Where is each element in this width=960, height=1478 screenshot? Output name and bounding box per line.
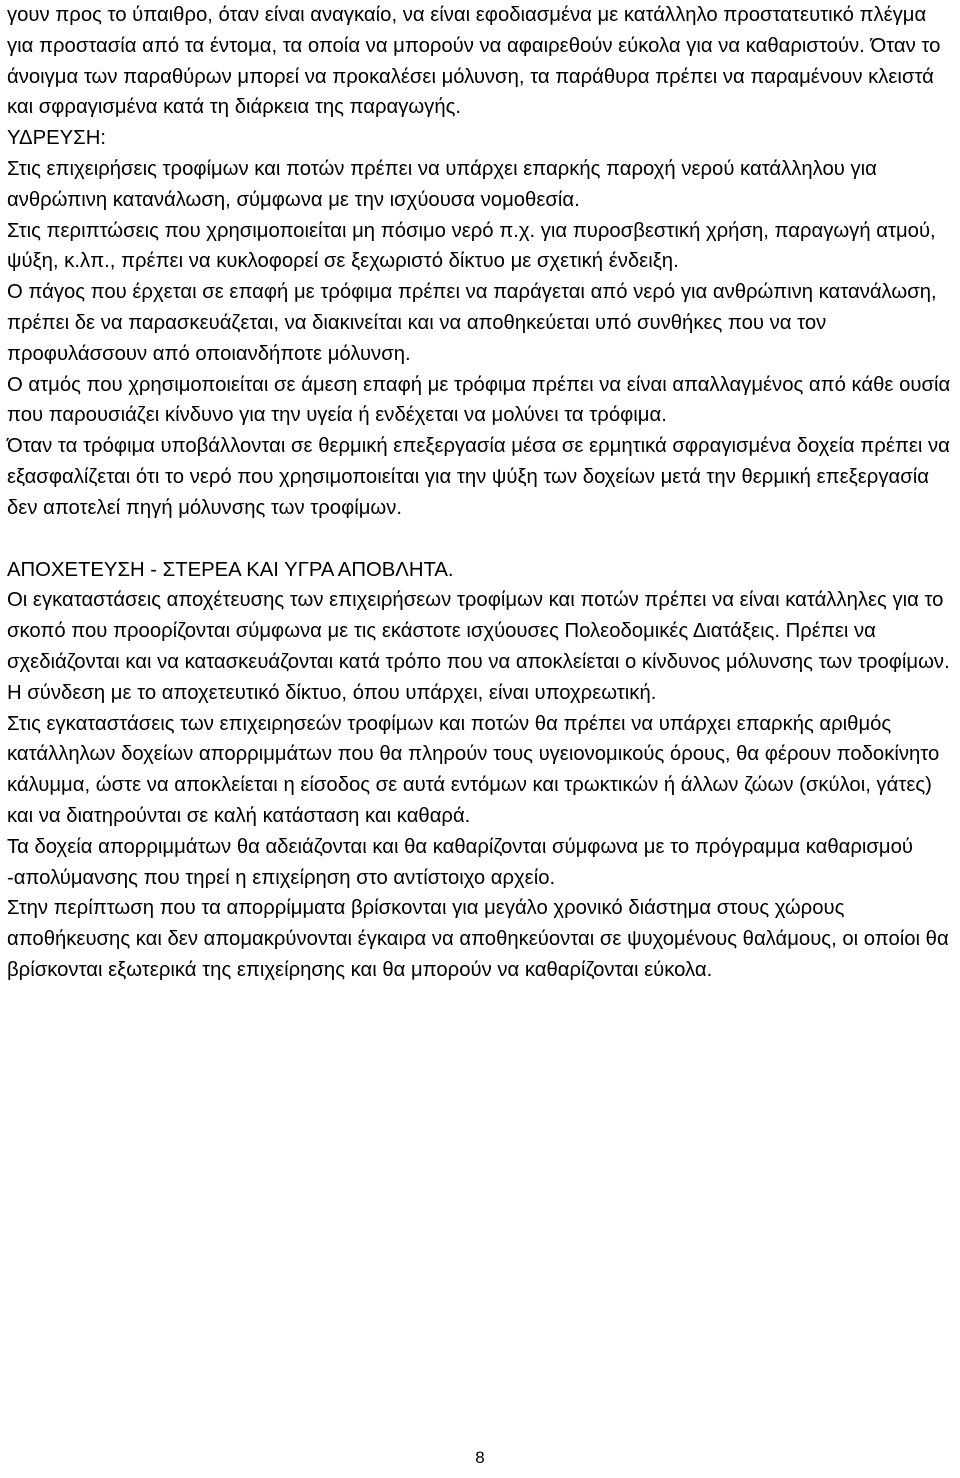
sewage-heading: ΑΠΟΧΕΤΕΥΣΗ - ΣΤΕΡΕΑ ΚΑΙ ΥΓΡΑ ΑΠΟΒΛΗΤΑ. [7,558,454,581]
document-page [7,0,957,986]
sewage-paragraph: Η σύνδεση με το αποχετευτικό δίκτυο, όπου υπάρχει, είναι υποχρεωτική. [7,681,657,704]
intro-paragraph: γουν προς το ύπαιθρο, όταν είναι αναγκαίο, να είναι εφοδιασμένα με κατάλληλο προστατευτικό πλέγμα για προστασία από τα έντομα, τα οποία να μπορούν να αφαιρεθούν εύκολα για να καθαριστούν. Όταν το άνοιγμα των παραθύρων μπορεί να προκαλέσει μόλυνση, τα παράθυρα πρέπει να παραμένουν κλειστά και σφραγισμένα κατά τη διάρκεια της παραγωγής. [7,4,941,119]
water-paragraph: Όταν τα τρόφιμα υποβάλλονται σε θερμική επεξεργασία μέσα σε ερμητικά σφραγισμένα δοχεία πρέπει να εξασφαλίζεται ότι το νερό που χρησιμοποιείται για την ψύξη των δοχείων μετά την θερμική επεξεργασία δεν αποτελεί πηγή μόλυνσης των τροφίμων. [7,435,950,519]
water-paragraph: Στις επιχειρήσεις τροφίμων και ποτών πρέπει να υπάρχει επαρκής παροχή νερού κατάλληλου για ανθρώπινη κατανάλωση, σύμφωνα με την ισχύουσα νομοθεσία. [7,157,877,211]
intro-section [7,0,957,123]
sewage-paragraph: Τα δοχεία απορριμμάτων θα αδειάζονται και θα καθαρίζονται σύμφωνα με το πρόγραμμα καθαρισμού -απολύμανσης που τηρεί η επιχείρηση στο αντίστοιχο αρχείο. [7,835,913,889]
page-number: 8 [475,1448,485,1467]
sewage-paragraph: Στις εγκαταστάσεις των επιχειρησεών τροφίμων και ποτών θα πρέπει να υπάρχει επαρκής αριθμός κατάλληλων δοχείων απορριμμάτων που θα πληρούν τους υγειονομικούς όρους, θα φέρουν ποδοκίνητο κάλυμμα, ώστε να αποκλείεται η είσοδος σε αυτά εντόμων και τρωκτικών ή άλλων ζώων (σκύλοι, γάτες) και να διατηρούνται σε καλή κατάσταση και καθαρά. [7,712,940,827]
water-supply-heading: ΥΔΡΕΥΣΗ: [7,127,106,150]
sewage-paragraph: Στην περίπτωση που τα απορρίμματα βρίσκονται για μεγάλο χρονικό διάστημα στους χώρους αποθήκευσης και δεν απομακρύνονται έγκαιρα να αποθηκεύονται σε ψυχομένους θαλάμους, οι οποίοι θα βρίσκονται εξωτερικά της επιχείρησης και θα μπορούν να καθαρίζονται εύκολα. [7,897,949,981]
water-paragraph: Ο ατμός που χρησιμοποιείται σε άμεση επαφή με τρόφιμα πρέπει να είναι απαλλαγμένος από κάθε ουσία που παρουσιάζει κίνδυνο για την υγεία ή ενδέχεται να μολύνει τα τρόφιμα. [7,373,951,427]
section-spacer [7,524,957,555]
water-supply-section [7,123,957,523]
water-paragraph: Στις περιπτώσεις που χρησιμοποιείται μη πόσιμο νερό π.χ. για πυροσβεστική χρήση, παραγωγή ατμού, ψύξη, κ.λπ., πρέπει να κυκλοφορεί σε ξεχωριστό δίκτυο με σχετική ένδειξη. [7,219,936,273]
water-paragraph: Ο πάγος που έρχεται σε επαφή με τρόφιμα πρέπει να παράγεται από νερό για ανθρώπινη κατανάλωση, πρέπει δε να παρασκευάζεται, να διακινείται και να αποθηκεύεται υπό συνθήκες που να τον προφυλάσσουν από οποιανδήποτε μόλυνση. [7,281,937,365]
sewage-paragraph: Οι εγκαταστάσεις αποχέτευσης των επιχειρήσεων τροφίμων και ποτών πρέπει να είναι κατάλληλες για το σκοπό που προορίζονται σύμφωνα με τις εκάστοτε ισχύουσες Πολεοδομικές Διατάξεις. Πρέπει να σχεδιάζονται και να κατασκευάζονται κατά τρόπο που να αποκλείεται ο κίνδυνος μόλυνσης των τροφίμων. [7,589,950,673]
sewage-section [7,555,957,986]
